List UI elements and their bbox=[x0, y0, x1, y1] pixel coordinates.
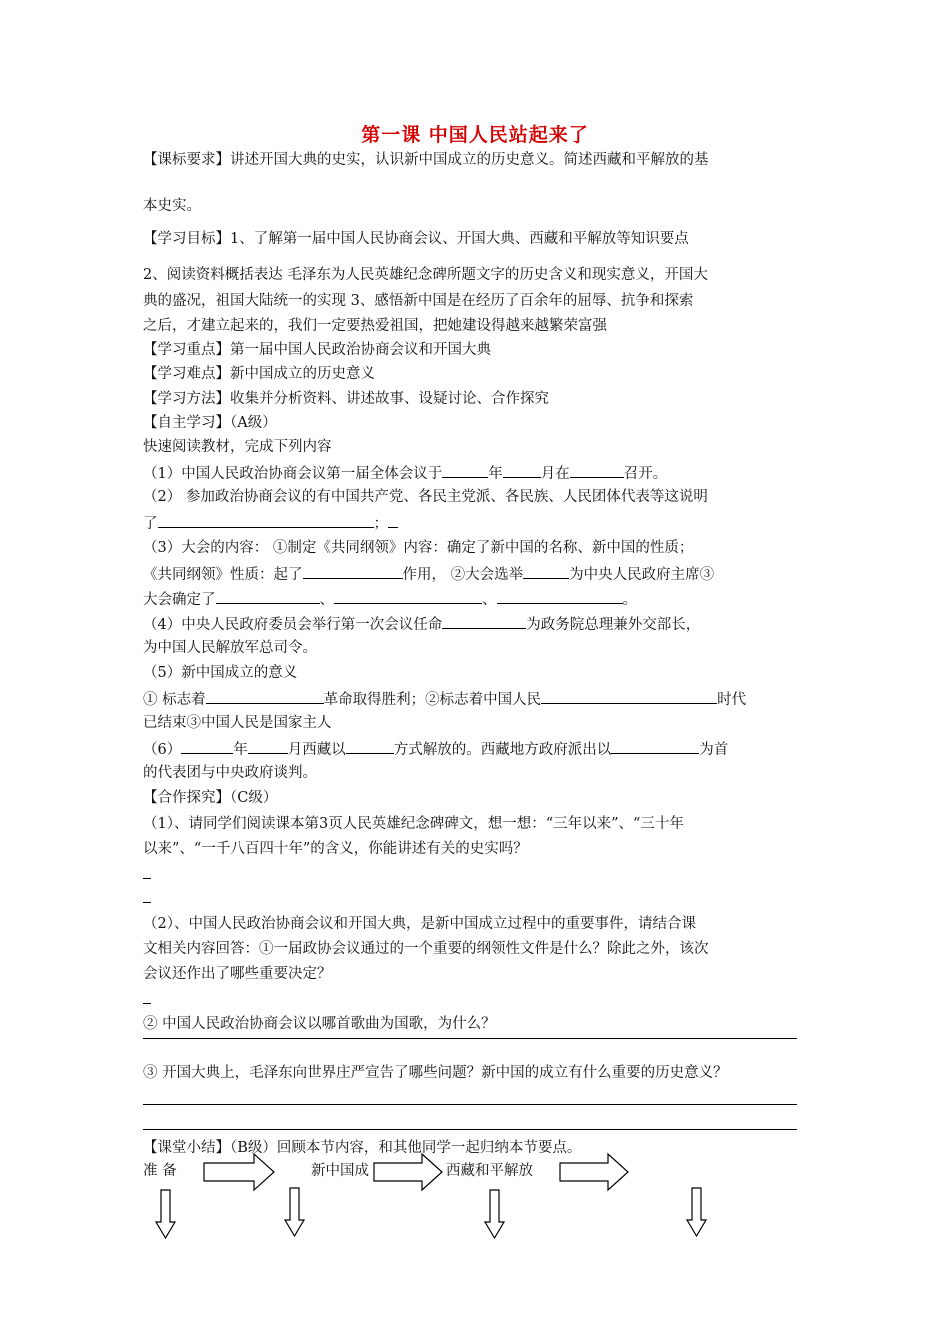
flow-step-prepare: 准 备 bbox=[143, 1163, 177, 1179]
blank[interactable] bbox=[181, 738, 233, 754]
q3-sep1: 、 bbox=[319, 592, 334, 608]
down-arrow-icon bbox=[687, 1188, 706, 1236]
blank[interactable] bbox=[248, 738, 288, 754]
q4-text-b: 为政务院总理兼外交部长， bbox=[526, 617, 701, 633]
blank[interactable] bbox=[346, 738, 394, 754]
blank[interactable] bbox=[206, 688, 324, 704]
blank[interactable] bbox=[541, 688, 717, 704]
curriculum-requirement-line2: 本史实。 bbox=[143, 198, 201, 214]
down-arrow-icon bbox=[156, 1190, 175, 1238]
cooperation-heading: 【合作探究】（C级） bbox=[143, 790, 278, 806]
q6-text-b: 月西藏以 bbox=[287, 742, 346, 758]
blank[interactable] bbox=[503, 462, 541, 478]
blank[interactable] bbox=[216, 588, 320, 604]
blank[interactable] bbox=[523, 563, 569, 579]
learning-goal-line4: 之后，才建立起来的，我们一定要热爱祖国，把她建设得越来越繁荣富强 bbox=[143, 318, 607, 334]
question-2-line2 bbox=[143, 512, 398, 534]
q5-text-b: 革命取得胜利；②标志着中国人民 bbox=[323, 692, 542, 708]
cooperation-q2-line3: 会议还作出了哪些重要决定？ bbox=[143, 966, 332, 982]
cooperation-q2-line2: 文相关内容回答：①一届政协会议通过的一个重要的纲领性文件是什么？除此之外，该次 bbox=[143, 941, 709, 957]
question-6-line2: 的代表团与中央政府谈判。 bbox=[143, 765, 317, 781]
q6-year: 年 bbox=[233, 742, 248, 758]
q5-text: ① 标志着 bbox=[143, 692, 206, 708]
answer-dash[interactable] bbox=[143, 878, 151, 879]
flow-step-tibet: 西藏和平解放 bbox=[446, 1163, 533, 1179]
self-study-intro: 快速阅读教材，完成下列内容 bbox=[143, 439, 332, 455]
cooperation-q2-line1: （2）、中国人民政治协商会议和开国大典，是新中国成立过程中的重要事件，请结合课 bbox=[143, 916, 696, 932]
question-3-line2 bbox=[143, 563, 714, 585]
right-arrow-icon bbox=[560, 1154, 628, 1190]
cooperation-q1-line1: （1）、请同学们阅读课本第3页人民英雄纪念碑碑文，想一想：“三年以来”、“三十年 bbox=[143, 816, 684, 832]
q3-text-d: 大会确定了 bbox=[143, 592, 216, 608]
answer-line[interactable] bbox=[143, 1104, 797, 1105]
difficult-point: 【学习难点】新中国成立的历史意义 bbox=[143, 366, 375, 382]
blank[interactable] bbox=[303, 563, 403, 579]
learning-goal-line1: 【学习目标】1、了解第一届中国人民协商会议、开国大典、西藏和平解放等知识要点 bbox=[143, 231, 689, 247]
blank[interactable] bbox=[158, 512, 374, 528]
learning-goal-line3: 典的盛况，祖国大陆统一的实现 3、感悟新中国是在经历了百余年的屈辱、抗争和探索 bbox=[143, 293, 694, 309]
answer-line[interactable] bbox=[143, 1129, 797, 1130]
summary-heading: 【课堂小结】（B级）回顾本节内容，和其他同学一起归纳本节要点。 bbox=[143, 1140, 582, 1156]
right-arrow-icon bbox=[204, 1154, 274, 1190]
q4-text: （4）中央人民政府委员会举行第一次会议任命 bbox=[143, 617, 443, 633]
flow-step-founding: 新中国成 bbox=[311, 1163, 369, 1179]
blank[interactable] bbox=[442, 613, 526, 629]
blank[interactable] bbox=[334, 588, 482, 604]
q5-text-c: 时代 bbox=[717, 692, 747, 708]
question-5-line1 bbox=[143, 688, 746, 710]
question-4-line1 bbox=[143, 613, 700, 635]
q6-text: （6） bbox=[143, 742, 182, 758]
blank[interactable] bbox=[611, 738, 699, 754]
self-study-heading: 【自主学习】（A级） bbox=[143, 415, 277, 431]
blank[interactable] bbox=[497, 588, 623, 604]
cooperation-q2-sub2: ② 中国人民政治协商会议以哪首歌曲为国歌，为什么？ bbox=[143, 1016, 496, 1032]
q1-month: 月在 bbox=[540, 466, 570, 482]
down-arrow-icon bbox=[285, 1188, 304, 1236]
answer-dash[interactable] bbox=[143, 902, 151, 903]
q2-end: ； bbox=[373, 516, 388, 532]
question-6-line1 bbox=[143, 738, 728, 760]
answer-dash[interactable] bbox=[143, 1003, 151, 1004]
blank[interactable] bbox=[388, 512, 398, 528]
learning-goal-line2: 2、阅读资料概括表达 毛泽东为人民英雄纪念碑所题文字的历史含义和现实意义，开国大 bbox=[143, 267, 708, 283]
q3-text-c: 为中央人民政府主席③ bbox=[569, 567, 715, 583]
q1-year: 年 bbox=[488, 466, 503, 482]
q1-end: 召开。 bbox=[623, 466, 668, 482]
down-arrow-icon bbox=[485, 1190, 504, 1238]
curriculum-requirement-line1: 【课标要求】讲述开国大典的史实，认识新中国成立的历史意义。简述西藏和平解放的基 bbox=[143, 152, 709, 168]
right-arrow-icon bbox=[374, 1154, 442, 1190]
answer-line[interactable] bbox=[143, 1038, 797, 1039]
q3-text: 《共同纲领》性质：起了 bbox=[143, 567, 303, 583]
question-2-line1: （2） 参加政治协商会议的有中国共产党、各民主党派、各民族、人民团体代表等这说明 bbox=[143, 489, 708, 505]
q3-sep2: 、 bbox=[482, 592, 497, 608]
page-title: 第一课 中国人民站起来了 bbox=[361, 124, 589, 146]
blank[interactable] bbox=[570, 462, 624, 478]
q6-text-c: 方式解放的。西藏地方政府派出以 bbox=[393, 742, 612, 758]
question-1 bbox=[143, 462, 667, 484]
question-3-line3 bbox=[143, 588, 637, 610]
question-4-line2: 为中国人民解放军总司令。 bbox=[143, 640, 317, 656]
key-point: 【学习重点】第一届中国人民政治协商会议和开国大典 bbox=[143, 342, 491, 358]
cooperation-q1-line2: 以来”、“一千八百四十年”的含义，你能讲述有关的史实吗？ bbox=[143, 841, 528, 857]
question-3-line1: （3）大会的内容： ①制定《共同纲领》内容：确定了新中国的名称、新中国的性质； bbox=[143, 540, 694, 556]
question-5-line2: 已结束③中国人民是国家主人 bbox=[143, 715, 332, 731]
q3-text-b: 作用， ②大会选举 bbox=[402, 567, 524, 583]
q2-text: 了 bbox=[143, 516, 158, 532]
q1-text: （1）中国人民政治协商会议第一届全体会议于 bbox=[143, 466, 443, 482]
question-5: （5）新中国成立的意义 bbox=[143, 665, 298, 681]
q3-end: 。 bbox=[622, 592, 637, 608]
blank[interactable] bbox=[442, 462, 488, 478]
q6-text-d: 为首 bbox=[699, 742, 729, 758]
cooperation-q2-sub3: ③ 开国大典上，毛泽东向世界庄严宣告了哪些问题？新中国的成立有什么重要的历史意义？ bbox=[143, 1065, 728, 1081]
learning-method: 【学习方法】收集并分析资料、讲述故事、设疑讨论、合作探究 bbox=[143, 391, 549, 407]
